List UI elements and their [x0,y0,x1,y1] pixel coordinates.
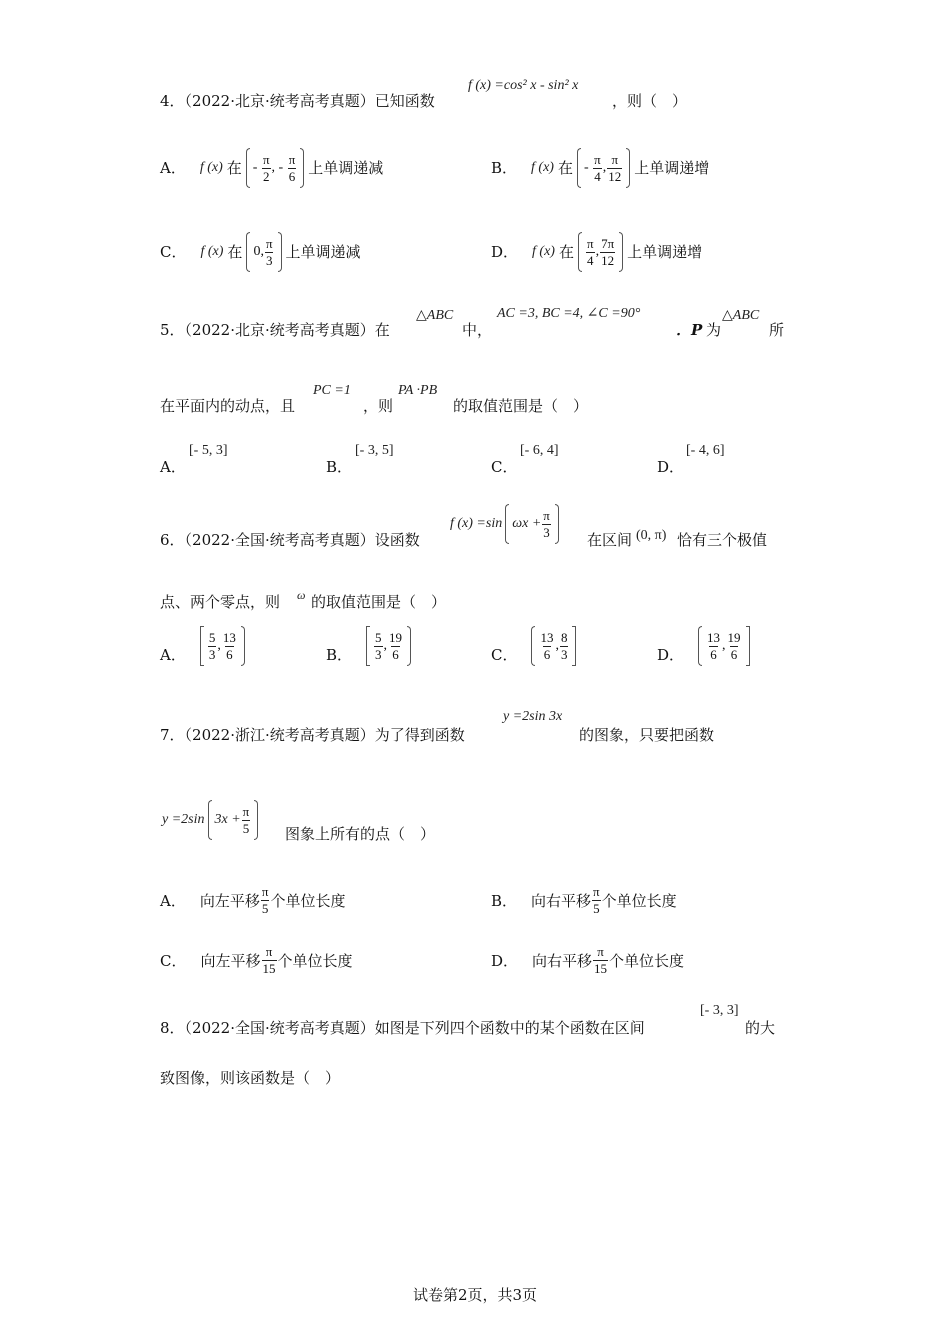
option-post: 个单位长度 [609,951,685,970]
q7-line2-function: y =2sin 3x + $\frac{\pi}{5}$ [162,800,258,840]
q7-option-d[interactable]: D． 向右平移 $\frac{\pi}{15}$ 个单位长度 [491,944,685,976]
q6-interval: (0, π) [636,528,667,543]
option-label: B． [491,159,518,177]
option-post: 个单位长度 [277,951,353,970]
q5-option-a-value: [- 5, 3] [189,443,228,458]
q5-option-b-value: [- 3, 5] [355,443,394,458]
option-label: D． [491,243,519,261]
option-zai: 在 [227,243,243,261]
option-text: 上单调递减 [285,243,361,261]
q5-suo: 所 [769,321,785,339]
option-zai: 在 [226,159,242,177]
q8-interval: [- 3, 3] [700,1003,739,1018]
q4-number: 4． [160,92,185,110]
q8-stem [160,1018,645,1038]
q5-line2a: 在平面内的动点，且 [160,397,296,415]
q5-papb: PA ·PB [398,383,438,398]
q5-triangle: △ABC [416,308,454,323]
q5-stem [160,320,390,340]
q5-option-b[interactable] [326,457,352,477]
q6-option-a[interactable] [160,626,245,666]
option-pre: 向左平移 [200,951,261,970]
q7-tail: 的图象，只要把函数 [579,726,715,744]
q5-option-d-value: [- 4, 6] [686,443,725,458]
interval: $\frac{13}{6}$ , $\frac{8}{3}$ [531,626,576,666]
q5-option-c[interactable] [491,457,517,477]
interval: $\frac{\pi}{4}$ , $\frac{7\pi}{12}$ [578,232,623,272]
option-zai: 在 [557,159,573,177]
q4-option-a[interactable] [160,148,383,188]
q4-function: f (x) =cos² x - sin² x [468,78,579,93]
interval: $\frac{5}{3}$ , $\frac{13}{6}$ [200,626,245,666]
q7-function: y =2sin 3x [503,709,563,724]
q5-ze: ，则 [363,397,394,415]
option-zai: 在 [558,243,574,261]
option-text: 上单调递增 [627,243,703,261]
option-label: A． [160,646,186,664]
option-label: C． [491,458,518,476]
option-label: B． [326,458,353,476]
option-label: D． [657,458,685,476]
q5-number: 5． [160,321,185,339]
q7-stem [160,725,465,745]
option-label: D． [491,951,519,970]
q4-option-b[interactable] [491,148,709,188]
q6-omega: ω [297,588,306,602]
q6-option-b[interactable] [326,626,411,666]
q4-stem [160,91,435,111]
q6-stem [160,530,420,550]
q5-condition: AC =3, BC =4, ∠C =90° [497,306,641,321]
option-text: 上单调递增 [634,159,710,177]
q5-line2b: 的取值范围是（ ） [453,397,589,415]
q5-zhong: 中， [462,321,493,339]
q4-source: （2022·北京·统考高考真题）已知函数 [184,92,435,110]
option-pre: 向右平移 [532,951,593,970]
q8-number: 8． [160,1019,185,1037]
q7-option-c[interactable]: C． 向左平移 $\frac{\pi}{15}$ 个单位长度 [160,944,353,976]
q6-option-d[interactable] [657,626,750,666]
page-footer: 试卷第2页，共3页 [412,1286,538,1304]
q7-source: （2022·浙江·统考高考真题）为了得到函数 [184,726,465,744]
q7-line2-tail: 图象上所有的点（ ） [285,825,436,843]
option-fx: f (x) [532,244,555,259]
option-text: 上单调递减 [308,159,384,177]
option-post: 个单位长度 [601,891,677,910]
option-label: D． [657,646,685,664]
interval: - $\frac{\pi}{2}$ , - $\frac{\pi}{6}$ [246,148,305,188]
option-label: C． [160,243,187,261]
q6-line2a: 点、两个零点，则 [160,593,281,611]
option-fx: f (x) [200,244,224,259]
q5-pc: PC =1 [313,383,351,398]
option-fx: f (x) [199,160,223,175]
option-pre: 向左平移 [199,891,260,910]
option-label: C． [491,646,518,664]
q6-function: f (x) =sin ωx + $\frac{\pi}{3}$ [450,504,559,544]
q6-tail1: 在区间 [587,531,633,549]
q5-option-a[interactable] [160,457,186,477]
q6-option-c[interactable] [491,626,576,666]
q7-option-a[interactable]: A． 向左平移 $\frac{\pi}{5}$ 个单位长度 [160,884,346,916]
option-fx: f (x) [531,160,554,175]
option-label: C． [160,951,187,970]
q6-tail2: 恰有三个极值 [677,531,768,549]
q8-source: （2022·全国·统考高考真题）如图是下列四个函数中的某个函数在区间 [184,1019,645,1037]
option-label: A． [160,458,186,476]
q4-tail: ，则（ ） [612,92,688,110]
q5-triangle-2: △ABC [722,308,760,323]
q4-option-d[interactable] [491,232,702,272]
q6-source: （2022·全国·统考高考真题）设函数 [184,531,420,549]
option-label: B． [491,891,518,910]
option-label: A． [160,891,186,910]
q6-number: 6． [160,531,185,549]
option-label: A． [160,159,186,177]
option-post: 个单位长度 [270,891,346,910]
q6-line2b: 的取值范围是（ ） [311,593,447,611]
option-pre: 向右平移 [531,891,592,910]
interval: 0, $\frac{\pi}{3}$ [246,232,281,272]
q8-tail: 的大 [745,1019,776,1037]
q5-source: （2022·北京·统考高考真题）在 [184,321,390,339]
q7-option-b[interactable]: B． 向右平移 $\frac{\pi}{5}$ 个单位长度 [491,884,677,916]
q5-option-c-value: [- 6, 4] [520,443,559,458]
interval: - $\frac{\pi}{4}$ , $\frac{\pi}{12}$ [577,148,630,188]
option-label: B． [326,646,353,664]
interval: $\frac{13}{6}$ , $\frac{19}{6}$ [698,626,750,666]
q8-line2: 致图像，则该函数是（ ） [160,1069,341,1087]
q5-option-d[interactable] [657,457,684,477]
q5-p: ．P [676,321,703,339]
interval: $\frac{5}{3}$ , $\frac{19}{6}$ [366,626,411,666]
q5-wei: 为 [706,321,722,339]
q7-number: 7． [160,726,185,744]
q4-option-c[interactable] [160,232,361,272]
